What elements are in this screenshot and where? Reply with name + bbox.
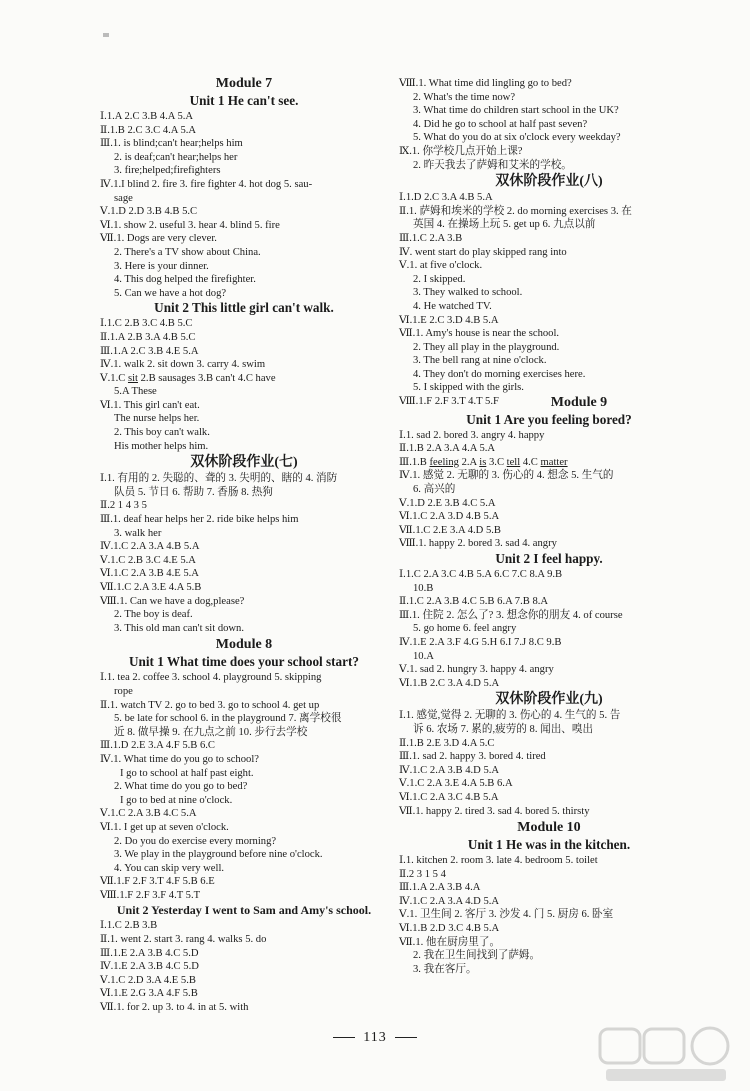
answer-line — [100, 372, 388, 386]
answer-line: Ⅳ.1.C 2.A 3.B 4.D 5.A — [399, 764, 500, 776]
underlined-answer: matter — [540, 456, 568, 468]
answer-line: Ⅷ.1. What time did lingling go to bed? — [399, 78, 572, 89]
answer-line: 6. 高兴的 — [413, 484, 456, 496]
answer-line: 2. What's the time now? — [413, 91, 516, 103]
answer-line: Ⅵ.1. show 2. useful 3. hear 4. blind 5. fire — [100, 219, 280, 231]
answer-line: Ⅲ.1. sad 2. happy 3. bored 4. tired — [399, 751, 546, 763]
answer-text: 4.C — [520, 456, 541, 468]
answer-text: 3.C — [486, 456, 507, 468]
answer-line: Ⅳ.1.E 2.A 3.F 4.G 5.H 6.I 7.J 8.C 9.B — [399, 636, 562, 648]
answer-line: Ⅴ.1.C 2.A 3.B 4.C 5.A — [100, 808, 197, 820]
page-number-text: 113 — [363, 1030, 387, 1045]
answer-line: Ⅵ.1.E 2.C 3.D 4.B 5.A — [399, 314, 499, 326]
weekend-homework-8-heading: 双休阶段作业(八) — [495, 174, 603, 190]
answer-line: 5. go home 6. feel angry — [413, 623, 517, 635]
answer-text: Ⅲ.1.B — [399, 456, 430, 468]
answer-line: 2. 我在卫生间找到了萨姆。 — [413, 950, 541, 962]
module-8-unit-2-answers — [100, 919, 388, 1014]
answer-line: Ⅳ.1.E 2.A 3.B 4.C 5.D — [100, 961, 199, 973]
answer-line: Ⅱ.1.C 2.A 3.B 4.C 5.B 6.A 7.B 8.A — [399, 596, 549, 608]
answer-line: 5. I skipped with the girls. — [413, 382, 524, 394]
module-7-unit-1-answers — [100, 110, 388, 300]
answer-line: Ⅰ.1.C 2.B 3.C 4.B 5.C — [100, 318, 193, 330]
answer-line: Ⅷ.1. Can we have a dog,please? — [100, 595, 245, 607]
scan-mark — [103, 33, 109, 37]
module-7-heading: Module 7 — [215, 76, 273, 91]
answer-line: 诉 6. 农场 7. 累的,疲劳的 8. 闻出、嗅出 — [413, 723, 594, 735]
answer-line: 2. This boy can't walk. — [114, 427, 210, 439]
answer-line: Ⅶ.1. Amy's house is near the school. — [399, 328, 560, 340]
answer-line: Ⅳ. went start do play skipped rang into — [399, 246, 567, 258]
answer-line: Ⅴ.1. sad 2. hungry 3. happy 4. angry — [399, 664, 554, 676]
module-7-unit-1-heading: Unit 1 He can't see. — [189, 93, 299, 108]
answer-line: 5. be late for school 6. in the playground 7. 离学校很 — [114, 713, 342, 725]
answer-line: 2. Do you do exercise every morning? — [114, 835, 277, 847]
answer-line: Ⅵ.1.B 2.D 3.C 4.B 5.A — [399, 923, 500, 935]
answer-line: Ⅶ.1.F 2.F 3.T 4.F 5.B 6.E — [100, 876, 215, 888]
answer-line: 3. The bell rang at nine o'clock. — [413, 355, 547, 367]
answer-line: Ⅲ.1.A 2.C 3.B 4.E 5.A — [100, 345, 199, 357]
answer-line: sage — [114, 192, 133, 204]
answer-line: Ⅴ.1.C 2.D 3.A 4.E 5.B — [100, 974, 196, 986]
answer-line: Ⅰ.1.C 2.A 3.C 4.B 5.A 6.C 7.C 8.A 9.B — [399, 569, 563, 580]
answer-line: Ⅱ.1. watch TV 2. go to bed 3. go to school 4. get up — [100, 699, 320, 711]
answer-line: 4. He watched TV. — [413, 300, 492, 312]
answer-line: Ⅵ.1.E 2.G 3.A 4.F 5.B — [100, 988, 198, 1000]
dash-left — [333, 1037, 355, 1038]
watermark-logo-icon — [598, 1025, 738, 1085]
answer-line: 10.B — [413, 582, 434, 594]
answer-line: Ⅳ.1.C 2.A 3.A 4.D 5.A — [399, 895, 500, 907]
answer-line: 3. This old man can't sit down. — [114, 622, 245, 634]
answer-line: Ⅰ.1.C 2.B 3.B — [100, 920, 158, 932]
answer-line: 2. What time do you go to bed? — [114, 781, 248, 793]
module-8-heading: Module 8 — [215, 637, 273, 653]
answer-line: 4. Did he go to school at half past seven? — [413, 118, 588, 130]
answer-line: 4. You can skip very well. — [114, 862, 225, 874]
answer-line: Ⅰ.1.D 2.C 3.A 4.B 5.A — [399, 192, 493, 204]
answer-line: Ⅳ.1. What time do you go to school? — [100, 753, 259, 765]
answer-line: Ⅳ.1.C 2.A 3.A 4.B 5.A — [100, 541, 200, 553]
answer-line: 3. walk her — [114, 527, 162, 539]
answer-line: Ⅵ.1. I get up at seven o'clock. — [100, 821, 229, 833]
answer-line: 3. Here is your dinner. — [114, 260, 209, 272]
answer-line: Ⅵ.1.C 2.A 3.D 4.B 5.A — [399, 511, 500, 523]
answer-line: Ⅱ.2 3 1 5 4 — [399, 868, 446, 880]
underlined-answer: feeling — [429, 456, 459, 468]
answer-line: rope — [114, 685, 133, 697]
weekend-homework-7-answers — [100, 472, 388, 635]
answer-line: Ⅱ.1.B 2.E 3.D 4.A 5.C — [399, 737, 495, 749]
answer-line: Ⅰ.1. 感觉,觉得 2. 无聊的 3. 伤心的 4. 生气的 5. 告 — [399, 710, 621, 722]
answer-line: 英国 4. 在操场上玩 5. get up 6. 九点以前 — [413, 219, 596, 231]
answer-line: Ⅲ.1.E 2.A 3.B 4.C 5.D — [100, 947, 199, 959]
answer-line: Ⅳ.1.I blind 2. fire 3. fire fighter 4. hot dog 5. sau- — [100, 178, 313, 190]
answer-line: Ⅰ.1. kitchen 2. room 3. late 4. bedroom 5. toilet — [399, 855, 598, 867]
answer-line: Ⅲ.1. is blind;can't hear;helps him — [100, 138, 243, 150]
answer-line — [399, 456, 699, 470]
answer-line: Ⅸ.1. 你学校几点开始上课? — [399, 145, 523, 157]
answer-line: Ⅳ.1. 感觉 2. 无聊的 3. 伤心的 4. 想念 5. 生气的 — [399, 470, 614, 482]
module-9-unit-1-answers — [399, 429, 699, 551]
answer-line: 2. There's a TV show about China. — [114, 246, 261, 258]
answer-line: Ⅷ.1. happy 2. bored 3. sad 4. angry — [399, 538, 557, 550]
answer-line: Ⅰ.1. tea 2. coffee 3. school 4. playground 5. skipping — [100, 672, 322, 684]
answer-line: 3. They walked to school. — [413, 287, 523, 299]
module-9-unit-2-answers — [399, 568, 699, 690]
answer-line: Ⅶ.1. Dogs are very clever. — [100, 233, 217, 245]
answer-line: Ⅵ.1.C 2.A 3.B 4.E 5.A — [100, 568, 199, 580]
answer-line: Ⅵ.1.C 2.A 3.C 4.B 5.A — [399, 791, 499, 803]
answer-line: 2. 昨天我去了萨姆和艾米的学校。 — [413, 159, 572, 171]
answer-line: Ⅰ.1. sad 2. bored 3. angry 4. happy — [399, 429, 545, 441]
module-9-unit-1-heading: Unit 1 Are you feeling bored? — [466, 411, 632, 427]
answer-line: I go to bed at nine o'clock. — [120, 794, 233, 806]
module-9-heading: Module 9 — [550, 394, 608, 410]
answer-line: Ⅱ.1.B 2.C 3.C 4.A 5.A — [100, 124, 197, 136]
answer-line: Ⅳ.1. walk 2. sit down 3. carry 4. swim — [100, 359, 266, 371]
underlined-answer: is — [479, 456, 487, 468]
answer-line: Ⅱ.1. went 2. start 3. rang 4. walks 5. do — [100, 934, 267, 946]
left-column — [100, 74, 388, 1015]
answer-line: Ⅲ.1.C 2.A 3.B — [399, 232, 463, 244]
answer-line: Ⅴ.1.C 2.B 3.C 4.E 5.A — [100, 554, 196, 566]
answer-text: 2.A — [458, 456, 480, 468]
answer-line: Ⅶ.1.C 2.A 3.E 4.A 5.B — [100, 582, 202, 593]
answer-line: Ⅴ.1. 卫生间 2. 客厅 3. 沙发 4. 门 5. 厨房 6. 卧室 — [399, 909, 614, 921]
answer-line: 3. 我在客厅。 — [413, 963, 477, 975]
answer-line: The nurse helps her. — [114, 413, 200, 425]
answer-line: 10.A — [413, 650, 434, 662]
answer-line: Ⅲ.1. 住院 2. 怎么了? 3. 想念你的朋友 4. of course — [399, 609, 623, 621]
answer-line: Ⅱ.1.A 2.B 3.A 4.B 5.C — [100, 331, 196, 343]
answer-text: 2.B sausages 3.B can't 4.C have — [137, 372, 276, 384]
module-8-unit-1-answers — [100, 671, 388, 902]
right-column — [399, 77, 699, 976]
module-10-unit-1-answers — [399, 854, 699, 976]
answer-line: Ⅵ.1.B 2.C 3.A 4.D 5.A — [399, 677, 500, 689]
module-10-unit-1-heading: Unit 1 He was in the kitchen. — [467, 837, 631, 853]
answer-line: Ⅲ.1.D 2.E 3.A 4.F 5.B 6.C — [100, 740, 215, 752]
answer-line: 近 8. 做早操 9. 在九点之前 10. 步行去学校 — [114, 726, 308, 738]
answer-line: 4. They don't do morning exercises here. — [413, 368, 586, 380]
answer-line: I go to school at half past eight. — [120, 767, 254, 779]
answer-line: 3. What time do children start school in the UK? — [413, 105, 619, 117]
answer-line: 4. This dog helped the firefighter. — [114, 274, 256, 286]
answer-line: 2. The boy is deaf. — [114, 609, 193, 621]
answer-line: Ⅲ.1. deaf hear helps her 2. ride bike helps him — [100, 514, 299, 526]
answer-line: Ⅱ.2 1 4 3 5 — [100, 500, 147, 512]
module-9-unit-2-heading: Unit 2 I feel happy. — [495, 551, 603, 566]
answer-line: Ⅱ.1.B 2.A 3.A 4.A 5.A — [399, 443, 496, 455]
answer-line: Ⅴ.1. at five o'clock. — [399, 260, 483, 272]
weekend-homework-8-answers — [399, 191, 699, 409]
answer-line: Ⅶ.1.C 2.E 3.A 4.D 5.B — [399, 524, 501, 536]
answer-line: Ⅰ.1.A 2.C 3.B 4.A 5.A — [100, 111, 194, 122]
answer-line: 2. is deaf;can't hear;helps her — [114, 151, 238, 163]
answer-line: Ⅲ.1.A 2.A 3.B 4.A — [399, 882, 481, 894]
answer-line: Ⅰ.1. 有用的 2. 失聪的、聋的 3. 失明的、瞎的 4. 消防 — [100, 473, 338, 485]
answer-line: 队员 5. 节日 6. 帮助 7. 香肠 8. 热狗 — [114, 486, 273, 498]
answer-line: 5. What do you do at six o'clock every weekday? — [413, 132, 621, 144]
answer-line: Ⅵ.1. This girl can't eat. — [100, 399, 200, 411]
module-8-unit-2-continued — [399, 77, 699, 172]
answer-line: Ⅶ.1. happy 2. tired 3. sad 4. bored 5. thirsty — [399, 805, 590, 817]
weekend-homework-9-heading: 双休阶段作业(九) — [495, 692, 603, 708]
answer-line: 3. fire;helped;firefighters — [114, 165, 221, 177]
module-10-heading: Module 10 — [517, 820, 581, 836]
answer-line: Ⅷ.1.F 2.F 3.F 4.T 5.T — [100, 889, 201, 901]
answer-line: 3. We play in the playground before nine o'clock. — [114, 849, 323, 861]
answer-line: Ⅶ.1. for 2. up 3. to 4. in at 5. with — [100, 1002, 249, 1014]
answer-line: Ⅶ.1. 他在厨房里了。 — [399, 936, 501, 948]
module-7-unit-2-heading: Unit 2 This little girl can't walk. — [154, 300, 334, 316]
module-8-unit-2-heading: Unit 2 Yesterday I went to Sam and Amy's school. — [116, 903, 372, 918]
answer-text: Ⅴ.1.C — [100, 372, 128, 384]
answer-line: His mother helps him. — [114, 440, 209, 452]
underlined-answer: sit — [127, 372, 138, 384]
answer-line: Ⅱ.1. 萨姆和埃米的学校 2. do morning exercises 3. 在 — [399, 205, 632, 217]
answer-line: 5. Can we have a hot dog? — [114, 287, 227, 299]
module-8-unit-1-heading: Unit 1 What time does your school start? — [129, 654, 359, 670]
answer-line: Ⅴ.1.D 2.D 3.B 4.B 5.C — [100, 206, 198, 218]
module-7-unit-2-answers — [100, 317, 388, 453]
answer-line: 2. I skipped. — [413, 273, 466, 285]
answer-line: Ⅴ.1.C 2.A 3.E 4.A 5.B 6.A — [399, 778, 513, 790]
answer-line: Ⅴ.1.D 2.E 3.B 4.C 5.A — [399, 497, 496, 509]
answer-line: 5.A These — [114, 386, 157, 398]
weekend-homework-7-heading: 双休阶段作业(七) — [190, 455, 298, 471]
dash-right — [395, 1037, 417, 1038]
underlined-answer: tell — [506, 456, 521, 468]
answer-line: 2. They all play in the playground. — [413, 341, 560, 353]
answer-line: Ⅷ.1.F 2.F 3.T 4.T 5.F — [399, 396, 499, 408]
weekend-homework-9-answers — [399, 709, 699, 818]
